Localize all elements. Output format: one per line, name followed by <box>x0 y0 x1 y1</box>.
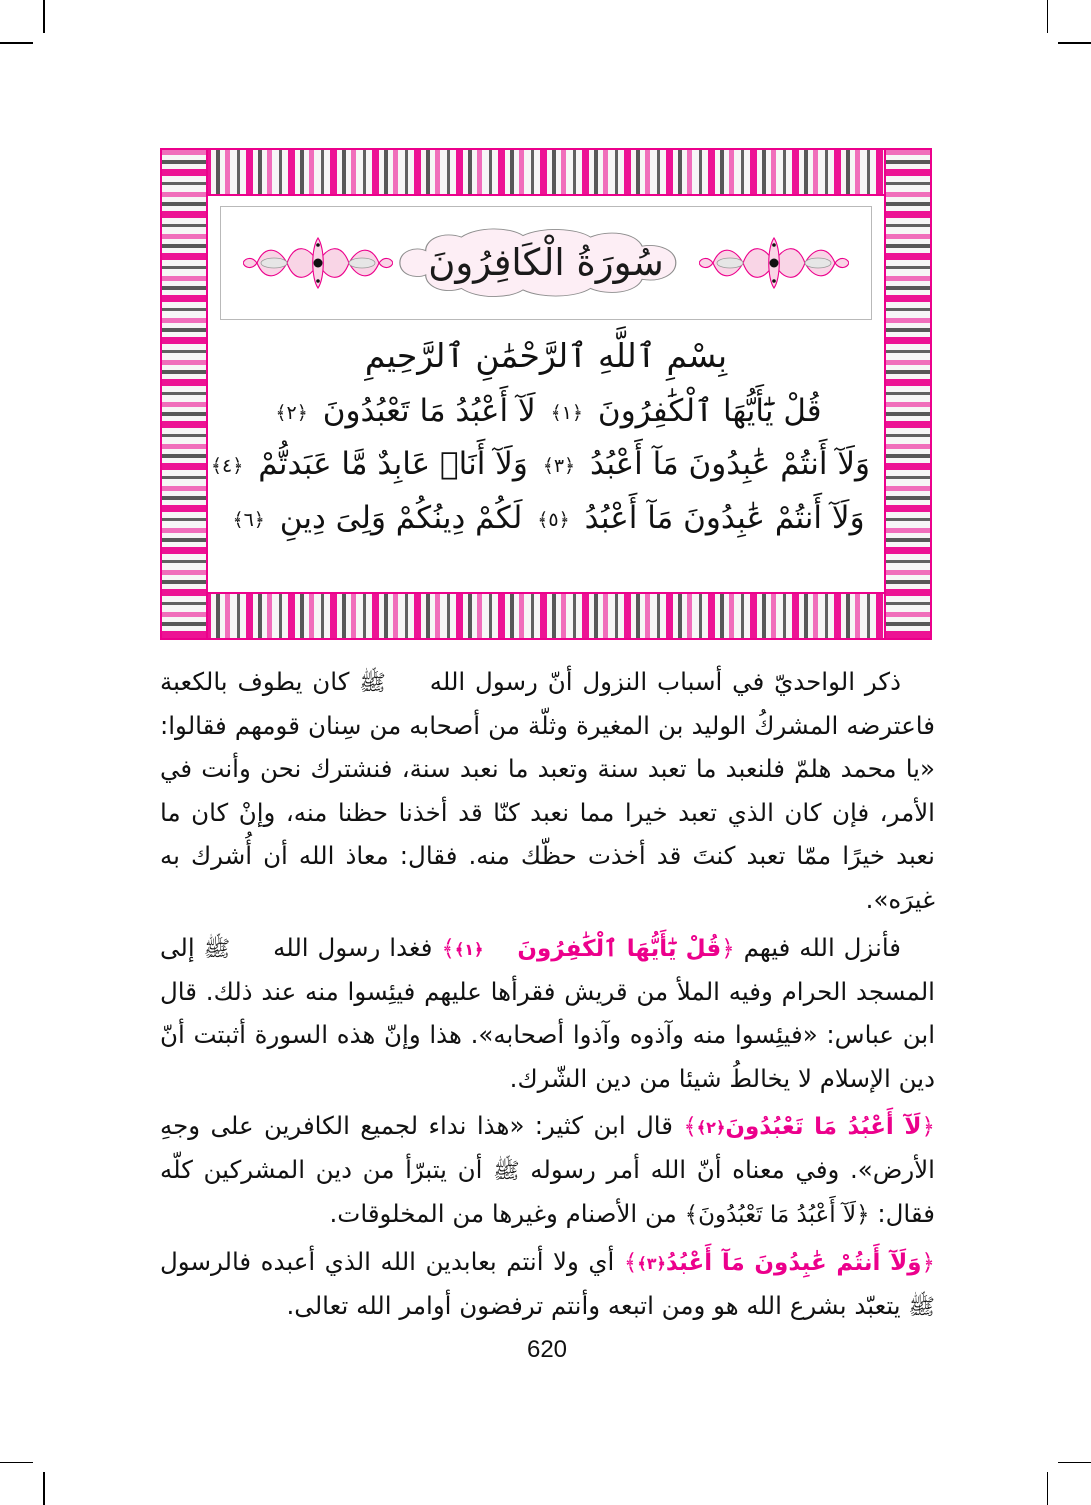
paragraph-4-part-a: أي ولا أنتم بعابدين الله الذي أعبده فالرسول <box>160 1246 624 1276</box>
quote-bracket-close: ﴾ <box>441 935 455 962</box>
quote-bracket-open: ﴿ <box>721 935 735 962</box>
commentary-paragraph-3 <box>160 1104 935 1235</box>
ornament-right-icon <box>699 232 849 294</box>
ayah-number: ﴿٣﴾ <box>542 455 576 478</box>
quote-bracket-close: ﴾ <box>623 1249 638 1276</box>
verse-lines-container <box>208 385 884 545</box>
inline-quran-quote <box>441 936 734 962</box>
ayah-number: ﴿١﴾ <box>550 402 584 424</box>
commentary-paragraph-1 <box>160 660 935 922</box>
commentary-body <box>160 660 935 1331</box>
quote-ayah-number: ﴿٣﴾ <box>637 1253 666 1273</box>
quote-bracket-close: ﴾ <box>683 1114 697 1141</box>
quote-text: قُلْ يَٰٓأَيُّهَا ٱلْكَٰفِرُونَ <box>517 935 722 962</box>
inline-quran-quote <box>624 1250 935 1276</box>
verse-text: وَلَآ أَنتُمْ عَٰبِدُونَ مَآ أَعْبُدُ <box>584 499 865 536</box>
verse-text: لَآ أَعْبُدُ مَا تَعْبُدُونَ <box>322 393 536 429</box>
verse-line <box>210 438 870 491</box>
quote-ayah-number: ﴿٢﴾ <box>696 1118 726 1138</box>
sallallahu-alayhi-wasallam-icon: ﷺ <box>359 671 386 696</box>
floral-border-left <box>162 150 208 638</box>
page-content <box>152 0 942 1505</box>
crop-mark-top-right-vertical <box>1047 0 1049 33</box>
ayah-number: ﴿٤﴾ <box>210 455 244 478</box>
quote-ayah-number: ﴿١﴾ <box>454 939 484 959</box>
crop-mark-top-right-horizontal <box>1058 42 1091 44</box>
crop-mark-top-left-vertical <box>43 0 45 33</box>
crop-mark-bottom-right-horizontal <box>1058 1462 1091 1464</box>
quote-text: لَآ أَعْبُدُ مَا تَعْبُدُونَ <box>725 1114 922 1141</box>
inline-quran-quote-dark <box>685 1202 870 1228</box>
floral-border-right <box>884 150 930 638</box>
page-number: 620 <box>526 1336 568 1363</box>
quran-verse-frame <box>160 148 932 640</box>
paragraph-3-part-c: من الأصنام وغيرها من المخلوقات. <box>329 1198 685 1228</box>
quote-text: وَلَآ أَنتُمْ عَٰبِدُونَ مَآ أَعْبُدُ <box>665 1249 922 1276</box>
floral-border-bottom <box>162 592 930 638</box>
verse-text: وَلَآ أَنَا۠ عَابِدٌ مَّا عَبَدتُّمْ <box>258 446 528 483</box>
crop-mark-top-left-horizontal <box>0 42 33 44</box>
ayah-number: ﴿٥﴾ <box>537 508 570 531</box>
surah-title-text: سُورَةُ الْكَافِرُونَ <box>428 241 664 285</box>
quote-bracket-open: ﴿ <box>921 1249 936 1276</box>
paragraph-2-part-c: إلى المسجد الحرام وفيه الملأ من قريش فقرأها عليهم فيئِسوا منه عند ذلك. قال ابن عباس: «فيئِسوا منه وآذوه وآذوا أصحابه». هذا وإنّ هذه السورة أثبتت أنّ دين الإسلام لا يخالطُ شيئا من دين الشّرك. <box>160 932 935 1093</box>
paragraph-2-part-a: فأنزل الله فيهم <box>734 932 901 962</box>
quote-bracket-close: ﴾ <box>684 1201 699 1228</box>
paragraph-3-part-b: أن يتبرّأ من دين المشركين كلّه فقال: <box>160 1155 935 1228</box>
basmala-text: بِسْمِ ٱللَّهِ ٱلرَّحْمَٰنِ ٱلرَّحِيمِ <box>364 336 728 375</box>
crop-mark-bottom-right-vertical <box>1047 1472 1049 1505</box>
crop-mark-bottom-left-vertical <box>43 1472 45 1505</box>
paragraph-2-part-b: فغدا رسول الله <box>264 932 442 962</box>
verse-text: وَلَآ أَنتُمْ عَٰبِدُونَ مَآ أَعْبُدُ <box>590 446 870 483</box>
ayah-number: ﴿٦﴾ <box>232 508 265 531</box>
paragraph-4-part-b: يتعبّد بشرع الله هو ومن اتبعه وأنتم ترفضون أوامر الله تعالى. <box>286 1290 909 1320</box>
surah-title-cartouche <box>382 225 710 301</box>
crop-mark-bottom-left-horizontal <box>0 1462 33 1464</box>
verse-line <box>222 385 870 438</box>
quran-frame-inner <box>208 196 884 592</box>
floral-border-top <box>162 150 930 196</box>
verse-line <box>222 492 870 545</box>
sallallahu-alayhi-wasallam-icon: ﷺ <box>493 1159 520 1185</box>
paragraph-1-part-a: ذكر الواحديّ في أسباب النزول أنّ رسول الله <box>419 667 901 696</box>
ayah-number: ﴿٢﴾ <box>275 402 308 424</box>
quote-text: لَآ أَعْبُدُ مَا تَعْبُدُونَ <box>698 1201 857 1228</box>
commentary-paragraph-2 <box>160 926 935 1101</box>
sallallahu-alayhi-wasallam-icon: ﷺ <box>203 936 231 962</box>
inline-quran-quote <box>683 1114 935 1140</box>
verse-text: لَكُمْ دِينُكُمْ وَلِىَ دِينِ <box>279 499 523 536</box>
verse-text: قُلْ يَٰٓأَيُّهَا ٱلْكَٰفِرُونَ <box>597 393 822 429</box>
surah-title-panel <box>220 206 872 320</box>
paragraph-1-part-b: كان يطوف بالكعبة فاعترضه المشركُ الوليد بن المغيرة وثلّة من أصحابه من سِنان قومهم فقالوا: «يا محمد هلمّ فلنعبد ما تعبد سنة وتعبد ما نعبد سنة، فنشترك نحن وأنت في الأمر، فإن كان الذي تعبد خيرا مما نعبد كنّا قد أخذنا حظنا منه، وإنْ كان ما نعبد خيرًا ممّا تعبد كنتَ قد أخذت حظّك منه. فقال: معاذ الله أن أُشرك به غيرَه». <box>160 667 935 915</box>
quote-bracket-open: ﴿ <box>856 1201 870 1228</box>
quote-bracket-open: ﴿ <box>921 1114 935 1141</box>
sallallahu-alayhi-wasallam-icon: ﷺ <box>908 1294 935 1320</box>
commentary-paragraph-4 <box>160 1240 935 1328</box>
paragraph-3-part-a: قال ابن كثير: «هذا نداء لجميع الكافرين على وجهِ الأرض». وفي معناه أنّ الله أمر رسوله <box>160 1111 935 1185</box>
ornament-left-icon <box>243 232 393 294</box>
